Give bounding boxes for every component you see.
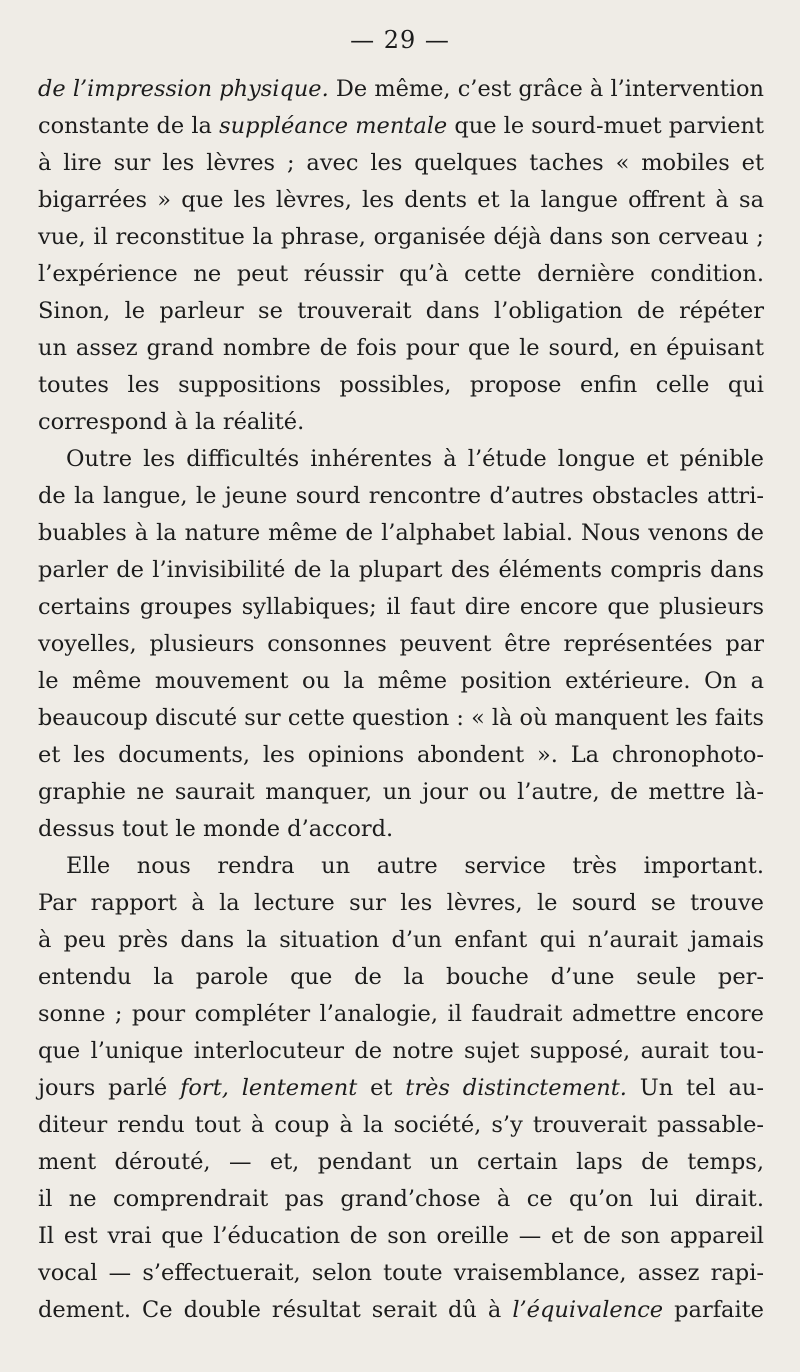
text-line	[38, 589, 764, 626]
text-line	[38, 293, 764, 330]
text-segment: parfaite	[663, 1297, 764, 1323]
text-line	[38, 330, 764, 367]
text-segment: correspond à la réalité.	[38, 409, 305, 435]
text-segment: dement. Ce double résultat serait dû à	[38, 1297, 513, 1323]
text-segment: un assez grand nombre de fois pour que le sourd, en épuisant	[38, 335, 764, 361]
text-line	[38, 959, 764, 996]
text-segment: l’expérience ne peut réussir qu’à cette dernière condition.	[38, 261, 764, 287]
text-segment: ment dérouté, — et, pendant un certain laps de temps,	[38, 1149, 764, 1175]
text-line	[38, 1292, 764, 1329]
text-line	[38, 404, 764, 441]
text-line	[38, 441, 764, 478]
text-line	[38, 367, 764, 404]
text-line	[38, 922, 764, 959]
italic-text: l’impression physique.	[72, 76, 329, 102]
text-line	[38, 478, 764, 515]
body-text	[38, 71, 764, 1329]
text-line	[38, 515, 764, 552]
text-segment: graphie ne saurait manquer, un jour ou l’autre, de mettre là-	[38, 779, 764, 805]
text-segment: à lire sur les lèvres ; avec les quelques taches « mobiles et	[38, 150, 764, 176]
text-segment: diteur rendu tout à coup à la société, s’y trouverait passable-	[38, 1112, 764, 1138]
text-line	[38, 1144, 764, 1181]
text-line	[38, 996, 764, 1033]
text-line	[38, 1181, 764, 1218]
text-segment: voyelles, plusieurs consonnes peuvent être représentées par	[38, 631, 764, 657]
text-segment: Elle nous rendra un autre service très important.	[66, 853, 764, 879]
text-segment: bigarrées » que les lèvres, les dents et la langue offrent à sa	[38, 187, 764, 213]
text-segment: Par rapport à la lecture sur les lèvres, le sourd se trouve	[38, 890, 764, 916]
text-line	[38, 552, 764, 589]
text-line	[38, 1033, 764, 1070]
text-line	[38, 737, 764, 774]
text-segment: que l’unique interlocuteur de notre sujet supposé, aurait tou-	[38, 1038, 764, 1064]
text-segment: de la langue, le jeune sourd rencontre d’autres obstacles attri-	[38, 483, 764, 509]
text-line	[38, 626, 764, 663]
text-segment: à peu près dans la situation d’un enfant qui n’aurait jamais	[38, 927, 764, 953]
text-line	[38, 811, 764, 848]
text-segment: Il est vrai que l’éducation de son oreille — et de son appareil	[38, 1223, 764, 1249]
text-line	[38, 219, 764, 256]
text-line	[38, 71, 764, 108]
text-segment: sonne ; pour compléter l’analogie, il faudrait admettre encore	[38, 1001, 764, 1027]
italic-text: suppléance mentale	[219, 113, 448, 139]
text-segment: parler de l’invisibilité de la plupart des éléments compris dans	[38, 557, 764, 583]
text-segment: toutes les suppositions possibles, propose enfin celle qui	[38, 372, 764, 398]
text-line	[38, 1255, 764, 1292]
text-line	[38, 108, 764, 145]
text-segment: que le sourd-muet parvient	[447, 113, 764, 139]
text-segment: dessus tout le monde d’accord.	[38, 816, 394, 842]
text-line	[38, 774, 764, 811]
text-segment: Sinon, le parleur se trouverait dans l’obligation de répéter	[38, 298, 764, 324]
text-line	[38, 182, 764, 219]
text-line	[38, 663, 764, 700]
text-segment: certains groupes syllabiques; il faut dire encore que plusieurs	[38, 594, 764, 620]
text-segment: vocal — s’effectuerait, selon toute vraisemblance, assez rapi-	[38, 1260, 764, 1286]
text-segment: et les documents, les opinions abondent ». La chronophoto-	[38, 742, 764, 768]
text-line	[38, 885, 764, 922]
text-segment: vue, il reconstitue la phrase, organisée déjà dans son cerveau ;	[38, 224, 764, 250]
text-segment: De même, c’est grâce à l’intervention	[328, 76, 764, 102]
italic-text: fort, lentement	[180, 1075, 358, 1101]
text-line	[38, 1218, 764, 1255]
text-segment: entendu la parole que de la bouche d’une seule per-	[38, 964, 764, 990]
text-line	[38, 848, 764, 885]
text-segment: et	[357, 1075, 406, 1101]
page-number: — 29 —	[350, 26, 450, 54]
text-segment: beaucoup discuté sur cette question : « là où manquent les faits	[38, 705, 764, 731]
italic-text: l’équivalence	[512, 1297, 664, 1323]
text-segment: jours parlé	[38, 1075, 181, 1101]
text-segment: constante de la	[38, 113, 220, 139]
text-line	[38, 700, 764, 737]
italic-text: très distinctement.	[405, 1075, 627, 1101]
text-line	[38, 1070, 764, 1107]
text-segment: buables à la nature même de l’alphabet labial. Nous venons de	[38, 520, 764, 546]
italic-text: de	[38, 76, 73, 102]
text-segment: il ne comprendrait pas grand’chose à ce qu’on lui dirait.	[38, 1186, 764, 1212]
text-line	[38, 1107, 764, 1144]
text-line	[38, 256, 764, 293]
text-segment: Un tel au-	[626, 1075, 764, 1101]
text-line	[38, 145, 764, 182]
text-segment: le même mouvement ou la même position extérieure. On a	[38, 668, 764, 694]
text-segment: Outre les difficultés inhérentes à l’étude longue et pénible	[66, 446, 764, 472]
